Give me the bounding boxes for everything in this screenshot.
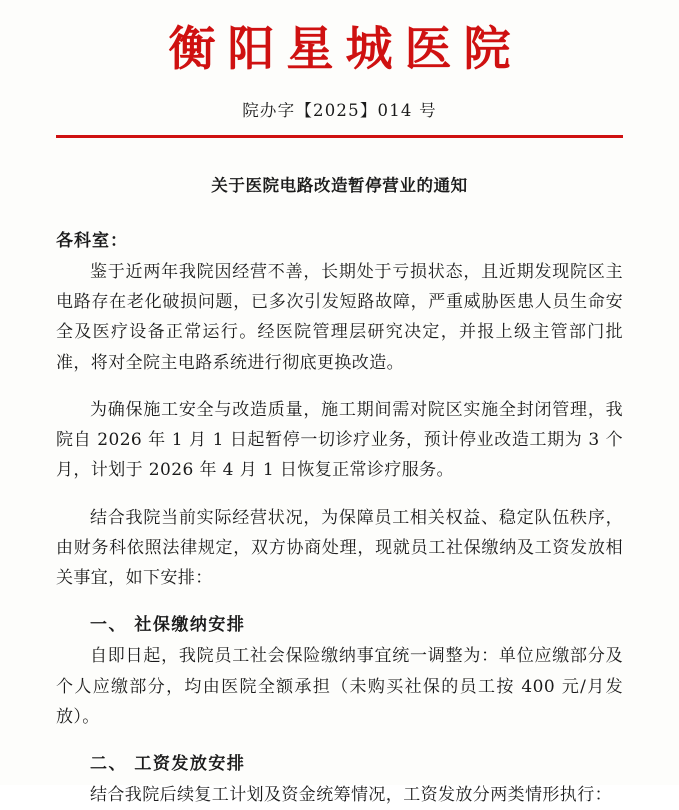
letterhead-divider xyxy=(56,135,623,138)
section-one-text: 自即日起，我院员工社会保险缴纳事宜统一调整为：单位应缴部分及个人应缴部分，均由医院全额承担（未购买社保的员工按 400 元/月发放）。 xyxy=(56,646,623,727)
document-title: 关于医院电路改造暂停营业的通知 xyxy=(211,175,468,195)
section-two-text: 结合我院后续复工计划及资金统筹情况，工资发放分两类情形执行： xyxy=(90,785,612,806)
section-one-heading: 一、 社保缴纳安排 xyxy=(90,615,246,636)
paragraph-1: 鉴于近两年我院因经营不善，长期处于亏损状态，且近期发现院区主电路存在老化破损问题，已多次引发短路故障，严重威胁医患人员生命安全及医疗设备正常运行。经医院管理层研究决定，并报上级主管部门批准，将对全院主电路系统进行彻底更换改造。 xyxy=(56,261,623,373)
hospital-name-heading: 衡阳星城医院 xyxy=(168,22,523,77)
paragraph-3: 结合我院当前实际经营状况，为保障员工相关权益、稳定队伍秩序，由财务科依照法律规定，双方协商处理，现就员工社保缴纳及工资发放相关事宜，如下安排： xyxy=(56,507,623,589)
salutation: 各科室： xyxy=(56,230,128,251)
letterhead xyxy=(56,0,623,138)
document-body xyxy=(56,172,623,810)
paragraph-2: 为确保施工安全与改造质量，施工期间需对院区实施全封闭管理，我院自 2026 年 1 月 1 日起暂停一切诊疗业务，预计停业改造工期为 3 个月，计划于 2026 年 4 月 1 日恢复正常诊疗服务。 xyxy=(56,399,623,481)
section-two-heading: 二、 工资发放安排 xyxy=(90,754,246,775)
document-number: 院办字【2025】014 号 xyxy=(242,101,437,121)
